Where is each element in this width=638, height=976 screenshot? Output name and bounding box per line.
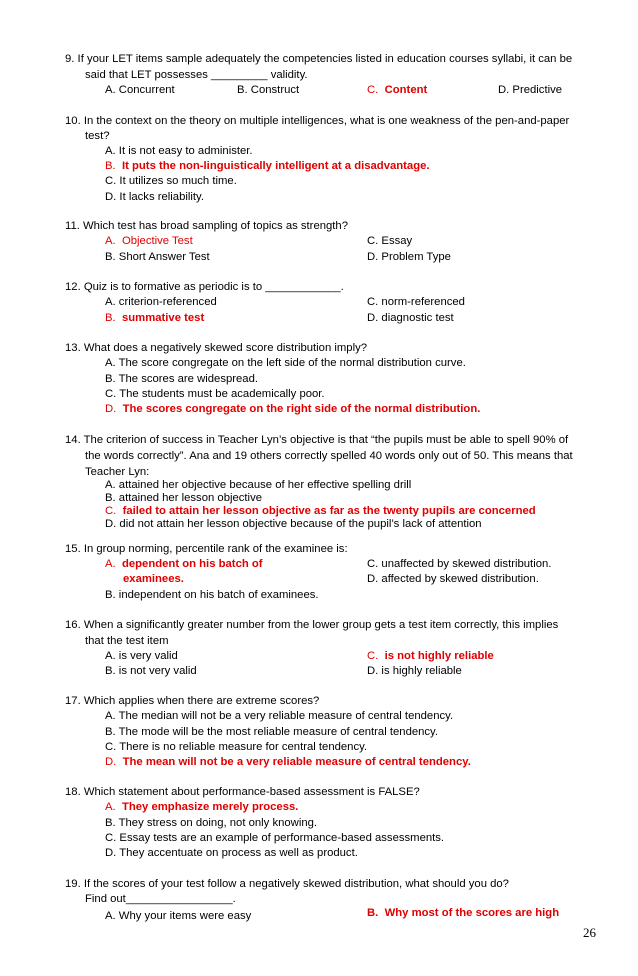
q9-option-d: D. Predictive [498, 84, 563, 96]
q16-option-a: A. is very valid [105, 650, 178, 662]
q10-stem-line2: test? [85, 130, 110, 142]
option-text: summative test [121, 312, 205, 324]
q16-stem-line1: 16. When a significantly greater number from the lower group gets a test item correctly, this implies [65, 619, 559, 631]
q11-option-a-answer [105, 234, 193, 248]
q9-option-b: B. Construct [237, 84, 300, 96]
q15-option-c: C. unaffected by skewed distribution. [367, 558, 552, 570]
q17-stem: 17. Which applies when there are extreme scores? [65, 695, 320, 707]
q9-stem-line2: said that LET possesses _________ validity. [85, 69, 308, 81]
q9-option-c-answer [367, 83, 427, 97]
q15-option-a-answer-cont: examinees. [123, 573, 184, 585]
q18-option-b: B. They stress on doing, not only knowing. [105, 817, 318, 829]
q18-option-a-answer [105, 800, 298, 814]
q10-option-a: A. It is not easy to administer. [105, 145, 253, 157]
q15-option-a-answer [105, 557, 263, 571]
q12-option-a: A. criterion-referenced [105, 296, 217, 308]
q19-stem-line1: 19. If the scores of your test follow a negatively skewed distribution, what should you do? [65, 878, 509, 890]
q10-option-b-answer [105, 159, 430, 173]
q14-option-d: D. did not attain her lesson objective because of the pupil’s lack of attention [105, 518, 482, 530]
option-text: is not highly reliable [384, 650, 494, 662]
q17-option-b: B. The mode will be the most reliable measure of central tendency. [105, 726, 439, 738]
q11-option-c: C. Essay [367, 235, 413, 247]
page-number: 26 [583, 925, 596, 940]
q12-stem: 12. Quiz is to formative as periodic is to ____________. [65, 281, 344, 293]
q10-option-d: D. It lacks reliability. [105, 191, 204, 203]
option-letter: D. [105, 756, 117, 768]
option-text: failed to attain her lesson objective as far as the twenty pupils are concerned [122, 505, 536, 517]
option-letter: A. [105, 801, 116, 813]
option-text: Why most of the scores are high [384, 907, 560, 919]
q14-option-c-answer [105, 504, 536, 518]
q17-option-d-answer [105, 755, 471, 769]
q19-option-b-answer [367, 906, 559, 920]
q14-option-b: B. attained her lesson objective [105, 492, 262, 504]
q18-option-c: C. Essay tests are an example of performance-based assessments. [105, 832, 445, 844]
option-text: It puts the non-linguistically intelligent at a disadvantage. [121, 160, 430, 172]
q9-stem-line1: 9. If your LET items sample adequately the competencies listed in education courses syllabi, it can be [65, 53, 573, 65]
option-text: They emphasize merely process. [121, 801, 299, 813]
q12-option-b-answer [105, 311, 204, 325]
q13-option-d-answer [105, 402, 480, 416]
q10-stem-line1: 10. In the context on the theory on multiple intelligences, what is one weakness of the pen-and-paper [65, 115, 570, 127]
q11-option-b: B. Short Answer Test [105, 251, 210, 263]
option-letter: C. [105, 505, 117, 517]
q9-option-a: A. Concurrent [105, 84, 175, 96]
option-letter: A. [105, 235, 116, 247]
q11-stem: 11. Which test has broad sampling of topics as strength? [65, 220, 348, 232]
q19-stem-line2: Find out_________________. [85, 893, 236, 905]
option-letter: C. [367, 84, 379, 96]
q12-option-c: C. norm-referenced [367, 296, 465, 308]
option-letter: D. [105, 403, 117, 415]
q19-option-a: A. Why your items were easy [105, 910, 252, 922]
option-letter: A. [105, 558, 116, 570]
q14-stem-line1: 14. The criterion of success in Teacher Lyn’s objective is that “the pupils must be able to spell 90% of [65, 434, 569, 446]
q13-stem: 13. What does a negatively skewed score distribution imply? [65, 342, 368, 354]
q14-stem-line2: the words correctly”. Ana and 19 others correctly spelled 40 words only out of 50. This means that [85, 450, 573, 462]
option-text: dependent on his batch of [121, 558, 263, 570]
q13-option-b: B. The scores are widespread. [105, 373, 259, 385]
option-text: Content [384, 84, 428, 96]
option-letter: B. [367, 907, 379, 919]
q15-option-b: B. independent on his batch of examinees. [105, 589, 319, 601]
q12-option-d: D. diagnostic test [367, 312, 454, 324]
q18-stem: 18. Which statement about performance-based assessment is FALSE? [65, 786, 420, 798]
q17-option-a: A. The median will not be a very reliable measure of central tendency. [105, 710, 454, 722]
option-text: Objective Test [121, 235, 193, 247]
q16-option-b: B. is not very valid [105, 665, 197, 677]
q13-option-c: C. The students must be academically poor. [105, 388, 325, 400]
q15-stem: 15. In group norming, percentile rank of the examinee is: [65, 543, 348, 555]
q10-option-c: C. It utilizes so much time. [105, 175, 237, 187]
q15-option-d: D. affected by skewed distribution. [367, 573, 539, 585]
option-letter: B. [105, 160, 116, 172]
q14-option-a: A. attained her objective because of her effective spelling drill [105, 479, 412, 491]
q13-option-a: A. The score congregate on the left side of the normal distribution curve. [105, 357, 466, 369]
option-text: The mean will not be a very reliable measure of central tendency. [122, 756, 471, 768]
option-letter: C. [367, 650, 379, 662]
q16-option-d: D. is highly reliable [367, 665, 462, 677]
option-letter: B. [105, 312, 116, 324]
option-text: The scores congregate on the right side of the normal distribution. [122, 403, 481, 415]
q11-option-d: D. Problem Type [367, 251, 451, 263]
q16-option-c-answer [367, 649, 494, 663]
q14-stem-line3: Teacher Lyn: [85, 466, 150, 478]
q18-option-d: D. They accentuate on process as well as product. [105, 847, 358, 859]
q17-option-c: C. There is no reliable measure for central tendency. [105, 741, 368, 753]
q16-stem-line2: that the test item [85, 635, 169, 647]
